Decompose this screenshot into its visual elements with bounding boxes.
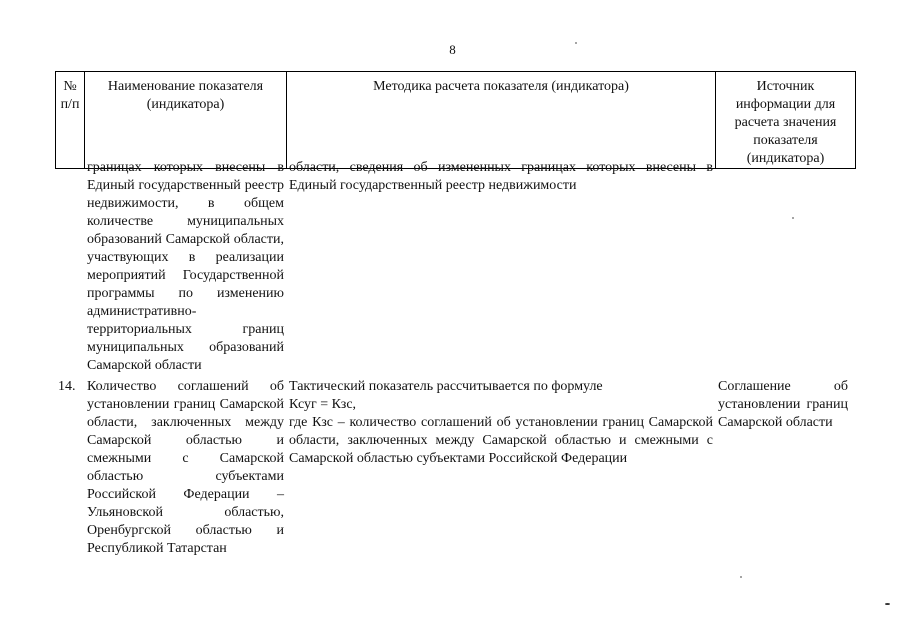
row2-method-where: где Кзс – количество соглашений об установлении границ Самарской области, заключенных между Самарской областью и смежными с Самарской областью субъектами Российской Федерации — [289, 415, 713, 466]
row2-method-intro: Тактический показатель рассчитывается по формуле — [289, 379, 603, 394]
scan-speck — [740, 576, 742, 578]
row1-indicator-name: границах которых внесены в Единый государственный реестр недвижимости, в общем количестве муниципальных образований Самарской области, участвующих в реализации мероприятий Государственной программы по изменению административно-территориальных границ муниципальных образований Самарской области — [87, 160, 284, 373]
scan-speck — [575, 42, 577, 44]
row1-method: области, сведения об измененных границах которых внесены в Единый государственный реестр недвижимости — [289, 160, 713, 193]
header-col-number: № п/п — [56, 72, 85, 169]
row2-indicator-name: Количество соглашений об установлении границ Самарской области, заключенных между Самарской областью и смежными с Самарской областью субъектами Российской Федерации – Ульяновской областью, Оренбургской областью и Республикой Татарстан — [87, 379, 284, 556]
indicator-table-header — [55, 71, 856, 169]
scan-speck — [885, 603, 890, 605]
scan-speck — [792, 217, 794, 219]
page-number: 8 — [449, 42, 456, 57]
header-col-source: Источник информации для расчета значения показателя (индикатора) — [716, 72, 856, 169]
row2-number: 14. — [58, 379, 76, 394]
row2-method — [289, 378, 713, 468]
header-col-method: Методика расчета показателя (индикатора) — [287, 72, 716, 169]
row2-source: Соглашение об установлении границ Самарской области — [718, 379, 848, 430]
row2-method-formula: Ксуг = Кзс, — [289, 397, 357, 412]
header-col-name: Наименование показателя (индикатора) — [85, 72, 287, 169]
